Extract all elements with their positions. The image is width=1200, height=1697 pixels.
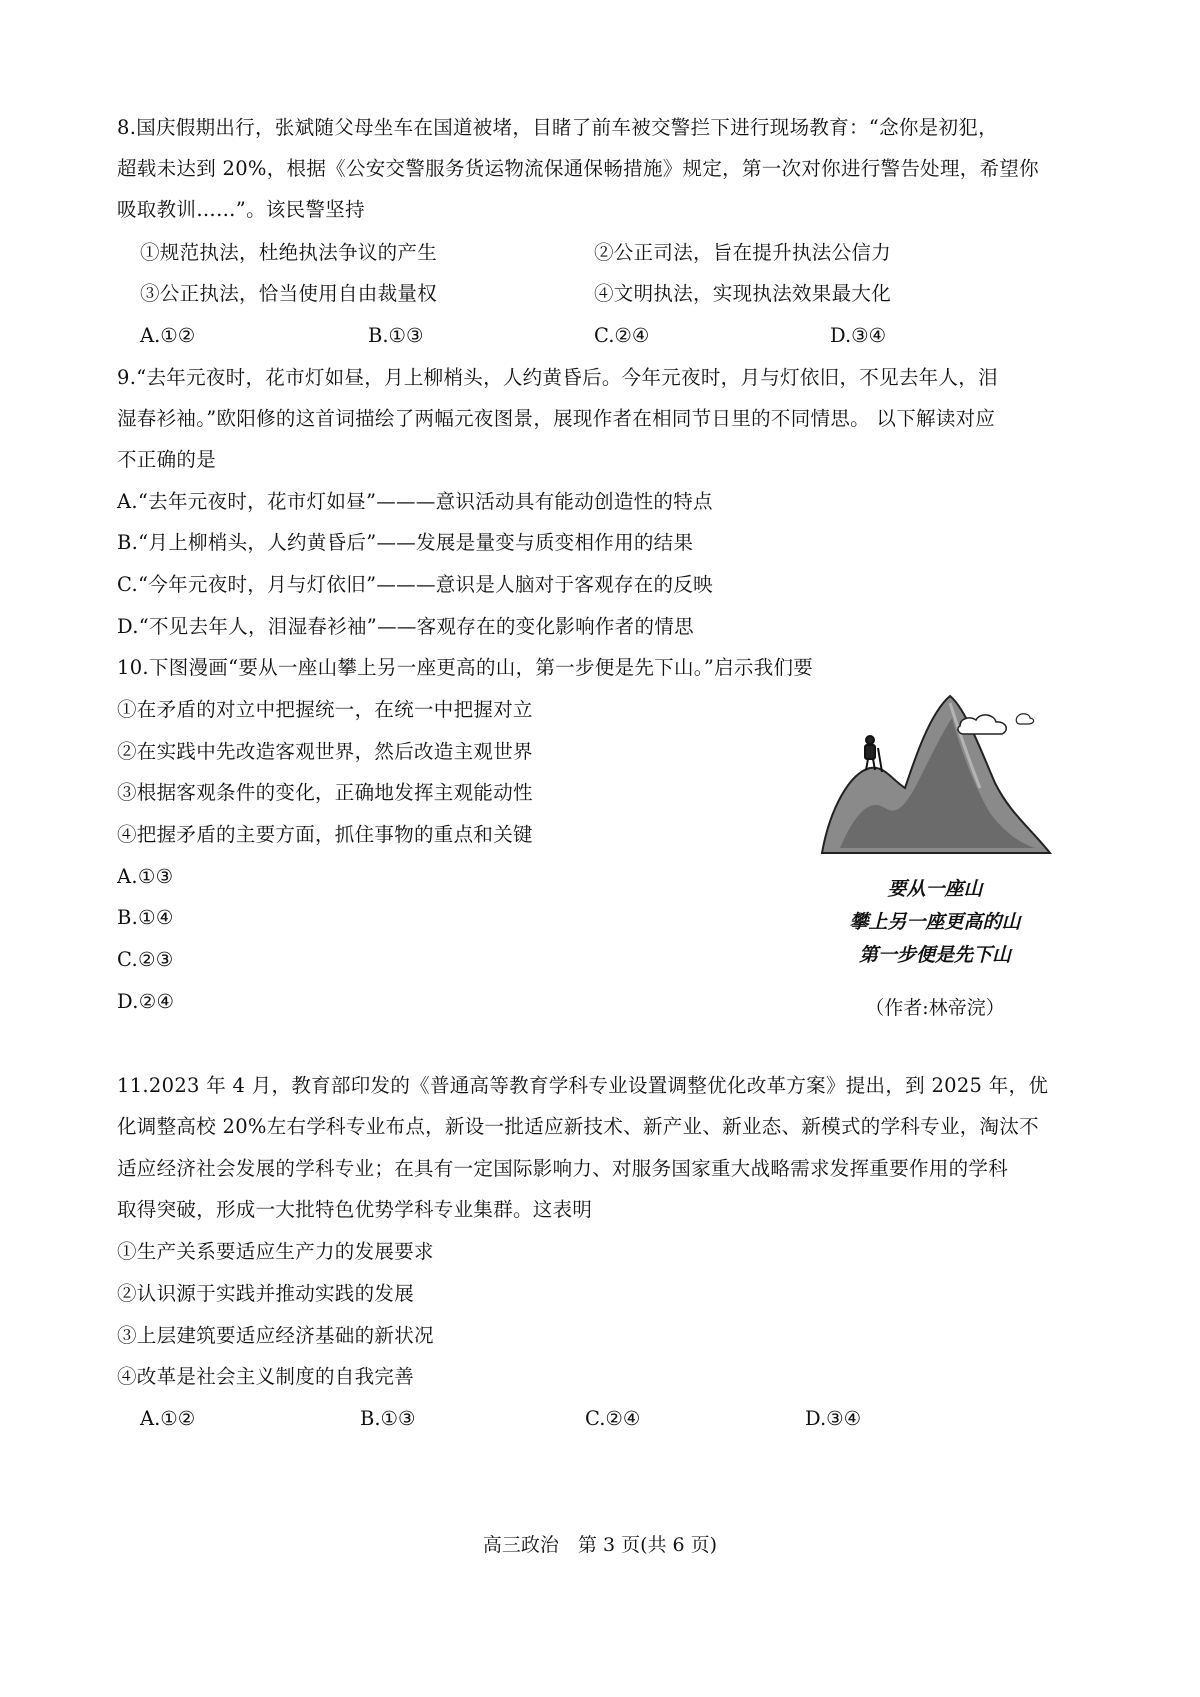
q11-stem-line-1: 11.2023 年 4 月，教育部印发的《普通高等教育学科专业设置调整优化改革方案》提出，到 2025 年，优 <box>117 1074 1049 1097</box>
q9-stem-line-3: 不正确的是 <box>117 448 217 471</box>
q10-choice-b: B.①④ <box>117 906 174 929</box>
hiker-figure <box>865 736 882 772</box>
q8-item-3: ③公正执法，恰当使用自由裁量权 <box>140 282 438 305</box>
q10-choice-a: A.①③ <box>117 865 174 888</box>
q11-choice-c: C.②④ <box>585 1407 641 1430</box>
q9-choice-b: B.“月上柳梢头，人约黄昏后”——发展是量变与质变相作用的结果 <box>117 531 694 554</box>
q11-item-3: ③上层建筑要适应经济基础的新状况 <box>117 1324 434 1347</box>
q11-item-2: ②认识源于实践并推动实践的发展 <box>117 1282 415 1305</box>
q10-item-4: ④把握矛盾的主要方面，抓住事物的重点和关键 <box>117 823 533 846</box>
q9-choice-a: A.“去年元夜时，花市灯如昼”———意识活动具有能动创造性的特点 <box>117 490 713 513</box>
q9-stem-line-2: 湿春衫袖。”欧阳修的这首词描绘了两幅元夜图景，展现作者在相同节日里的不同情思。 以下解读对应 <box>117 407 996 430</box>
q8-stem-line-1: 8.国庆假期出行，张斌随父母坐车在国道被堵，目睹了前车被交警拦下进行现场教育：“念你是初犯， <box>117 116 998 139</box>
q11-item-1: ①生产关系要适应生产力的发展要求 <box>117 1240 434 1263</box>
q11-stem-line-4: 取得突破，形成一大批特色优势学科专业集群。这表明 <box>117 1198 593 1221</box>
mountain-cartoon <box>810 688 1060 1028</box>
q9-stem-line-1: 9.“去年元夜时，花市灯如昼，月上柳梢头，人约黄昏后。今年元夜时，月与灯依旧，不见去年人，泪 <box>117 366 998 389</box>
q8-choice-b: B.①③ <box>368 324 424 347</box>
q8-item-2: ②公正司法，旨在提升执法公信力 <box>594 241 892 264</box>
cartoon-caption-line-2: 攀上另一座更高的山 <box>849 911 1021 933</box>
q10-item-1: ①在矛盾的对立中把握统一，在统一中把握对立 <box>117 698 533 721</box>
cartoon-caption-line-1: 要从一座山 <box>887 878 983 900</box>
q11-stem-line-3: 适应经济社会发展的学科专业；在具有一定国际影响力、对服务国家重大战略需求发挥重要作用的学科 <box>117 1157 1009 1180</box>
q8-item-4: ④文明执法，实现执法效果最大化 <box>594 282 892 305</box>
q9-choice-c: C.“今年元夜时，月与灯依旧”———意识是人脑对于客观存在的反映 <box>117 573 713 596</box>
q8-stem-line-2: 超载未达到 20%，根据《公安交警服务货运物流保通保畅措施》规定，第一次对你进行警告处理，希望你 <box>117 157 1039 180</box>
q10-item-3: ③根据客观条件的变化，正确地发挥主观能动性 <box>117 781 533 804</box>
q10-choice-c: C.②③ <box>117 948 174 971</box>
cloud-small <box>1016 714 1033 724</box>
q11-choice-a: A.①② <box>140 1407 196 1430</box>
cartoon-credit: （作者:林帝浣） <box>865 997 1005 1019</box>
q10-choice-d: D.②④ <box>117 990 175 1013</box>
q8-item-1: ①规范执法，杜绝执法争议的产生 <box>140 241 438 264</box>
q8-choice-d: D.③④ <box>830 324 887 347</box>
q10-item-2: ②在实践中先改造客观世界，然后改造主观世界 <box>117 740 533 763</box>
cartoon-caption-line-3: 第一步便是先下山 <box>858 944 1011 966</box>
q9-choice-d: D.“不见去年人，泪湿春衫袖”——客观存在的变化影响作者的情思 <box>117 615 694 638</box>
q11-choice-b: B.①③ <box>360 1407 416 1430</box>
q10-stem: 10.下图漫画“要从一座山攀上另一座更高的山，第一步便是先下山。”启示我们要 <box>117 656 814 679</box>
q8-stem-line-3: 吸取教训……”。该民警坚持 <box>117 198 365 221</box>
page-footer: 高三政治 第 3 页(共 6 页) <box>482 1534 718 1556</box>
mountain-illustration <box>810 688 1060 868</box>
q8-choice-a: A.①② <box>140 324 196 347</box>
q11-stem-line-2: 化调整高校 20%左右学科专业布点，新设一批适应新技术、新产业、新业态、新模式的学科专业，淘汰不 <box>117 1115 1039 1138</box>
q8-choice-c: C.②④ <box>594 324 650 347</box>
q11-item-4: ④改革是社会主义制度的自我完善 <box>117 1365 415 1388</box>
q11-choice-d: D.③④ <box>805 1407 862 1430</box>
